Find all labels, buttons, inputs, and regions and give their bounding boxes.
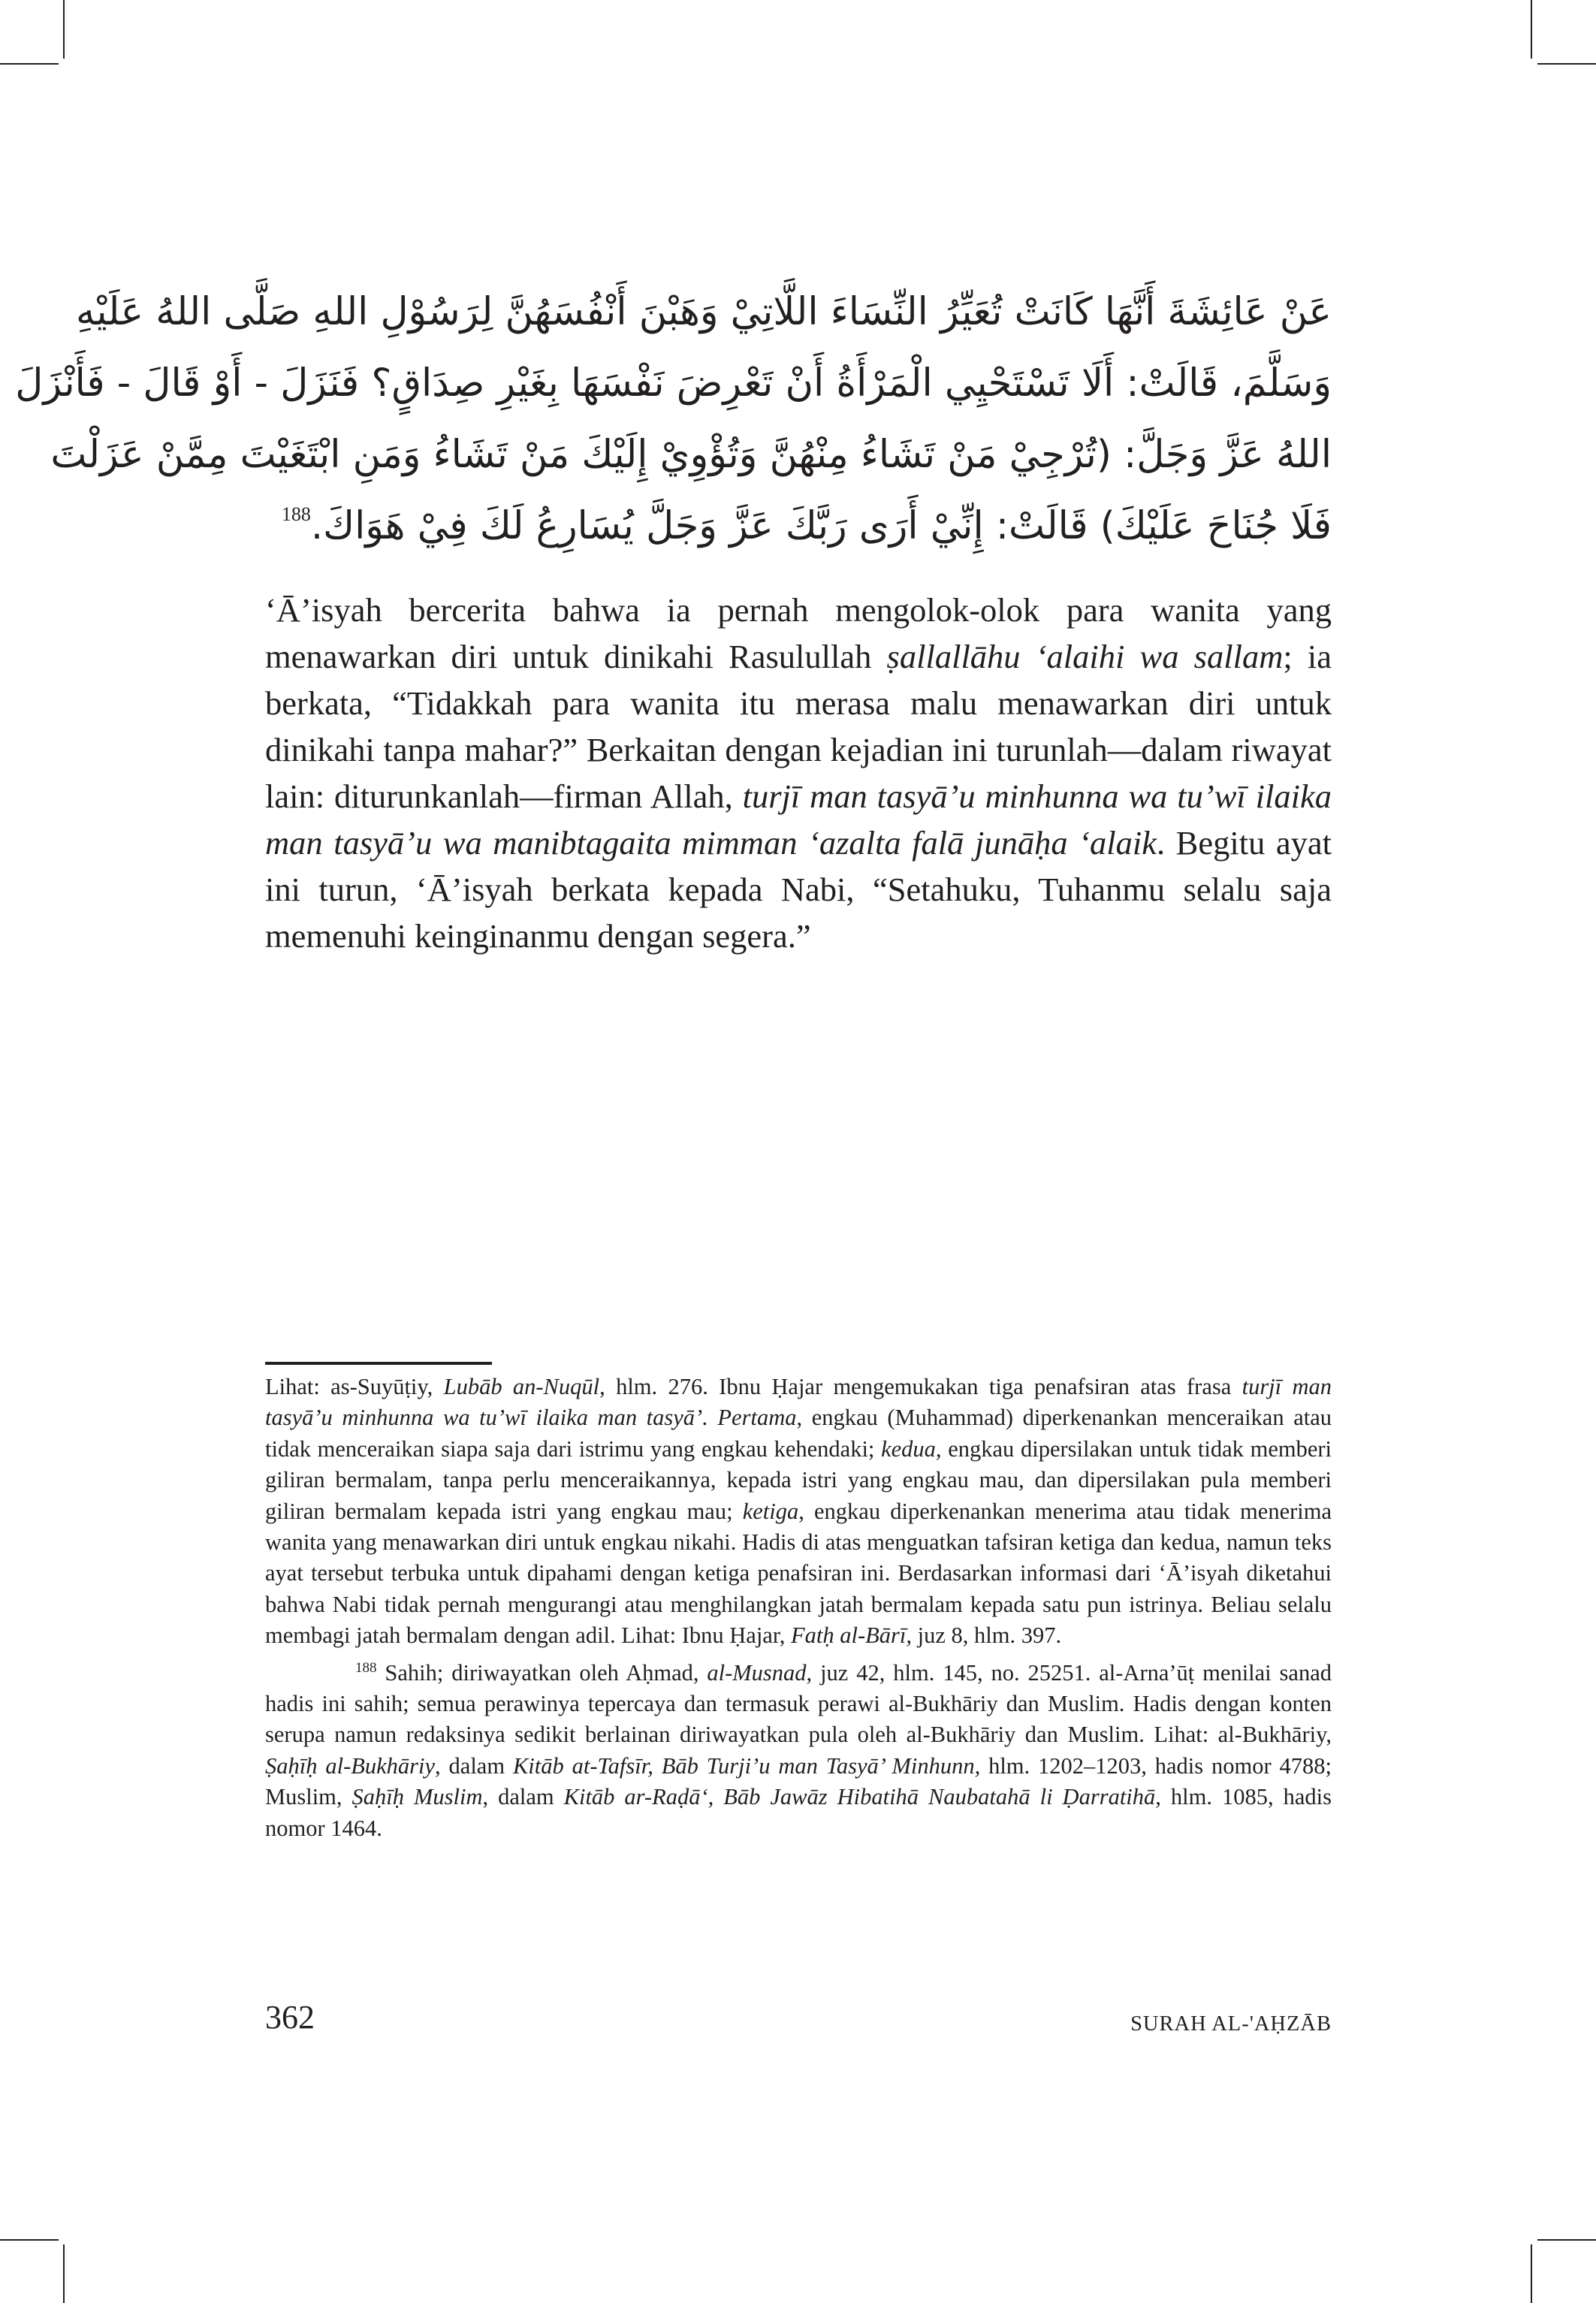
fn1-italic-4: ketiga <box>742 1498 799 1524</box>
fn188-text-6: hlm. 1085, hadis nomor 1464. <box>265 1784 1332 1841</box>
fn188-italic-5: Kitāb ar-Raḍā‘, Bāb Jawāz Hibatihā Naubatahā li Ḍarratihā, <box>563 1784 1161 1810</box>
fn1-text-3: , engkau (Muhammad) diperkenankan menceraikan atau tidak menceraikan siapa saja dari istrimu yang engkau kehendaki; <box>265 1405 1332 1462</box>
translation-honorific: ṣallallāhu ‘alaihi wa sallam <box>886 638 1284 675</box>
fn188-text-4: hlm. 1202–1203, hadis nomor 4788; Muslim, <box>265 1752 1332 1810</box>
page-number: 362 <box>265 1999 315 2036</box>
arabic-line-4 <box>265 490 1332 562</box>
fn188-text-3: , dalam <box>435 1752 513 1779</box>
fn188-italic-1: al-Musnad <box>707 1659 807 1686</box>
footnote-marker-188: 188 <box>281 503 311 525</box>
fn188-italic-3: Kitāb at-Tafsīr, Bāb Turji’u man Tasyā’ Minhunn, <box>512 1752 981 1779</box>
running-title: SURAH AL-'AḤZĀB <box>1130 2012 1332 2036</box>
footnote-188-marker: 188 <box>355 1659 377 1676</box>
footnote-continuation <box>265 1372 1332 1652</box>
fn1-text-4: engkau dipersilakan untuk tidak memberi giliran bermalam, tanpa perlu menceraikannya, kepada istri yang engkau mau, dan dipersilakan pula memberi giliran bermalam kepada istri yang engkau mau; <box>265 1435 1332 1524</box>
footnote-separator <box>265 1362 492 1365</box>
footnotes <box>265 1372 1332 1844</box>
fn1-text-2: , hlm. 276. Ibnu Ḥajar mengemukakan tiga penafsiran atas frasa <box>599 1374 1242 1399</box>
translation-part-2: ; ia berkata, “Tidakkah para wanita itu merasa malu menawarkan diri untuk dinikahi tanpa mahar?” Berkaitan dengan kejadian ini turunlah—dalam riwayat lain: diturunkanlah—firman Allah, <box>265 638 1332 815</box>
fn1-italic-2: turjī man tasyā’u minhunna wa tu’wī ilaika man tasyā’. Pertama <box>265 1374 1332 1431</box>
arabic-hadith-text <box>15 276 1332 562</box>
fn1-text-6: juz 8, hlm. 397. <box>912 1622 1062 1649</box>
footnote-188 <box>265 1658 1332 1844</box>
translation-paragraph <box>265 587 1332 959</box>
fn188-text-1: Sahih; diriwayatkan oleh Aḥmad, <box>376 1659 707 1686</box>
fn188-text-2: , juz 42, hlm. 145, no. 25251. al-Arna’ūṭ menilai sanad hadis ini sahih; semua perawinya tepercaya dan termasuk perawi al-Bukhāriy dan Muslim. Hadis dengan konten serupa namun redaksinya sedikit berlainan diriwayatkan pula oleh al-Bukhāriy dan Muslim. Lihat: al-Bukhāriy, <box>265 1659 1332 1748</box>
fn188-text-5: , dalam <box>482 1784 564 1810</box>
arabic-line-2: وَسَلَّمَ، قَالَتْ: أَلَا تَسْتَحْيِي الْمَرْأَةُ أَنْ تَعْرِضَ نَفْسَهَا بِغَيْرِ صِدَاقٍ؟ فَنَزَلَ - أَوْ قَالَ - فَأَنْزَلَ <box>15 361 1332 406</box>
fn188-italic-2: Ṣaḥīḥ al-Bukhāriy <box>265 1752 436 1779</box>
crop-mark-bottom-left-h <box>0 2239 59 2241</box>
crop-mark-top-left-h <box>0 63 59 65</box>
fn1-italic-5: Fatḥ al-Bārī, <box>791 1622 912 1649</box>
crop-mark-top-right <box>1531 0 1532 59</box>
crop-mark-bottom-right-h <box>1537 2239 1596 2241</box>
fn1-italic-1: Lubāb an-Nuqūl <box>443 1374 600 1399</box>
crop-mark-bottom-right <box>1531 2244 1532 2303</box>
crop-mark-top-right-h <box>1537 63 1596 65</box>
fn1-italic-3: kedua, <box>881 1435 942 1462</box>
fn188-italic-4: Ṣaḥīḥ Muslim <box>351 1784 483 1810</box>
translation-part-3: . Begitu ayat ini turun, ‘Ā’isyah berkata kepada Nabi, “Setahuku, Tuhanmu selalu saja memenuhi keinginanmu dengan segera.” <box>265 824 1332 955</box>
translation-part-1: ‘Ā’isyah bercerita bahwa ia pernah mengolok-olok para wanita yang menawarkan diri untuk dinikahi Rasulullah <box>265 591 1332 675</box>
crop-mark-top-left <box>63 0 65 59</box>
arabic-line-3: اللهُ عَزَّ وَجَلَّ: (تُرْجِيْ مَنْ تَشَاءُ مِنْهُنَّ وَتُؤْوِيْ إِلَيْكَ مَنْ تَشَاءُ وَمَنِ ابْتَغَيْتَ مِمَّنْ عَزَلْتَ <box>50 433 1332 477</box>
crop-mark-bottom-left <box>63 2244 65 2303</box>
fn1-text-1: Lihat: as-Suyūṭiy, <box>265 1374 444 1399</box>
arabic-line-4-text: فَلَا جُنَاحَ عَلَيْكَ) قَالَتْ: إِنِّيْ أَرَى رَبَّكَ عَزَّ وَجَلَّ يُسَارِعُ لَكَ فِيْ هَوَاكَ. <box>310 504 1332 548</box>
arabic-line-1: عَنْ عَائِشَةَ أَنَّهَا كَانَتْ تُعَيِّرُ النِّسَاءَ اللَّاتِيْ وَهَبْنَ أَنْفُسَهُنَّ لِرَسُوْلِ اللهِ صَلَّى اللهُ عَلَيْهِ <box>76 290 1332 334</box>
fn1-text-5: , engkau diperkenankan menerima atau tidak menerima wanita yang menawarkan diri untuk engkau nikahi. Hadis di atas menguatkan tafsiran ketiga dan kedua, namun teks ayat tersebut terbuka untuk dipahami dengan ketiga penafsiran ini. Berdasarkan informasi dari ‘Ā’isyah diketahui bahwa Nabi tidak pernah mengurangi atau menghilangkan jatah bermalam kepada satu pun istrinya. Beliau selalu membagi jatah bermalam dengan adil. Lihat: Ibnu Ḥajar, <box>265 1498 1332 1649</box>
translation-verse: turjī man tasyā’u minhunna wa tu’wī ilaika man tasyā’u wa manibtagaita mimman ‘azalta falā junāḥa ‘alaik <box>265 777 1332 862</box>
